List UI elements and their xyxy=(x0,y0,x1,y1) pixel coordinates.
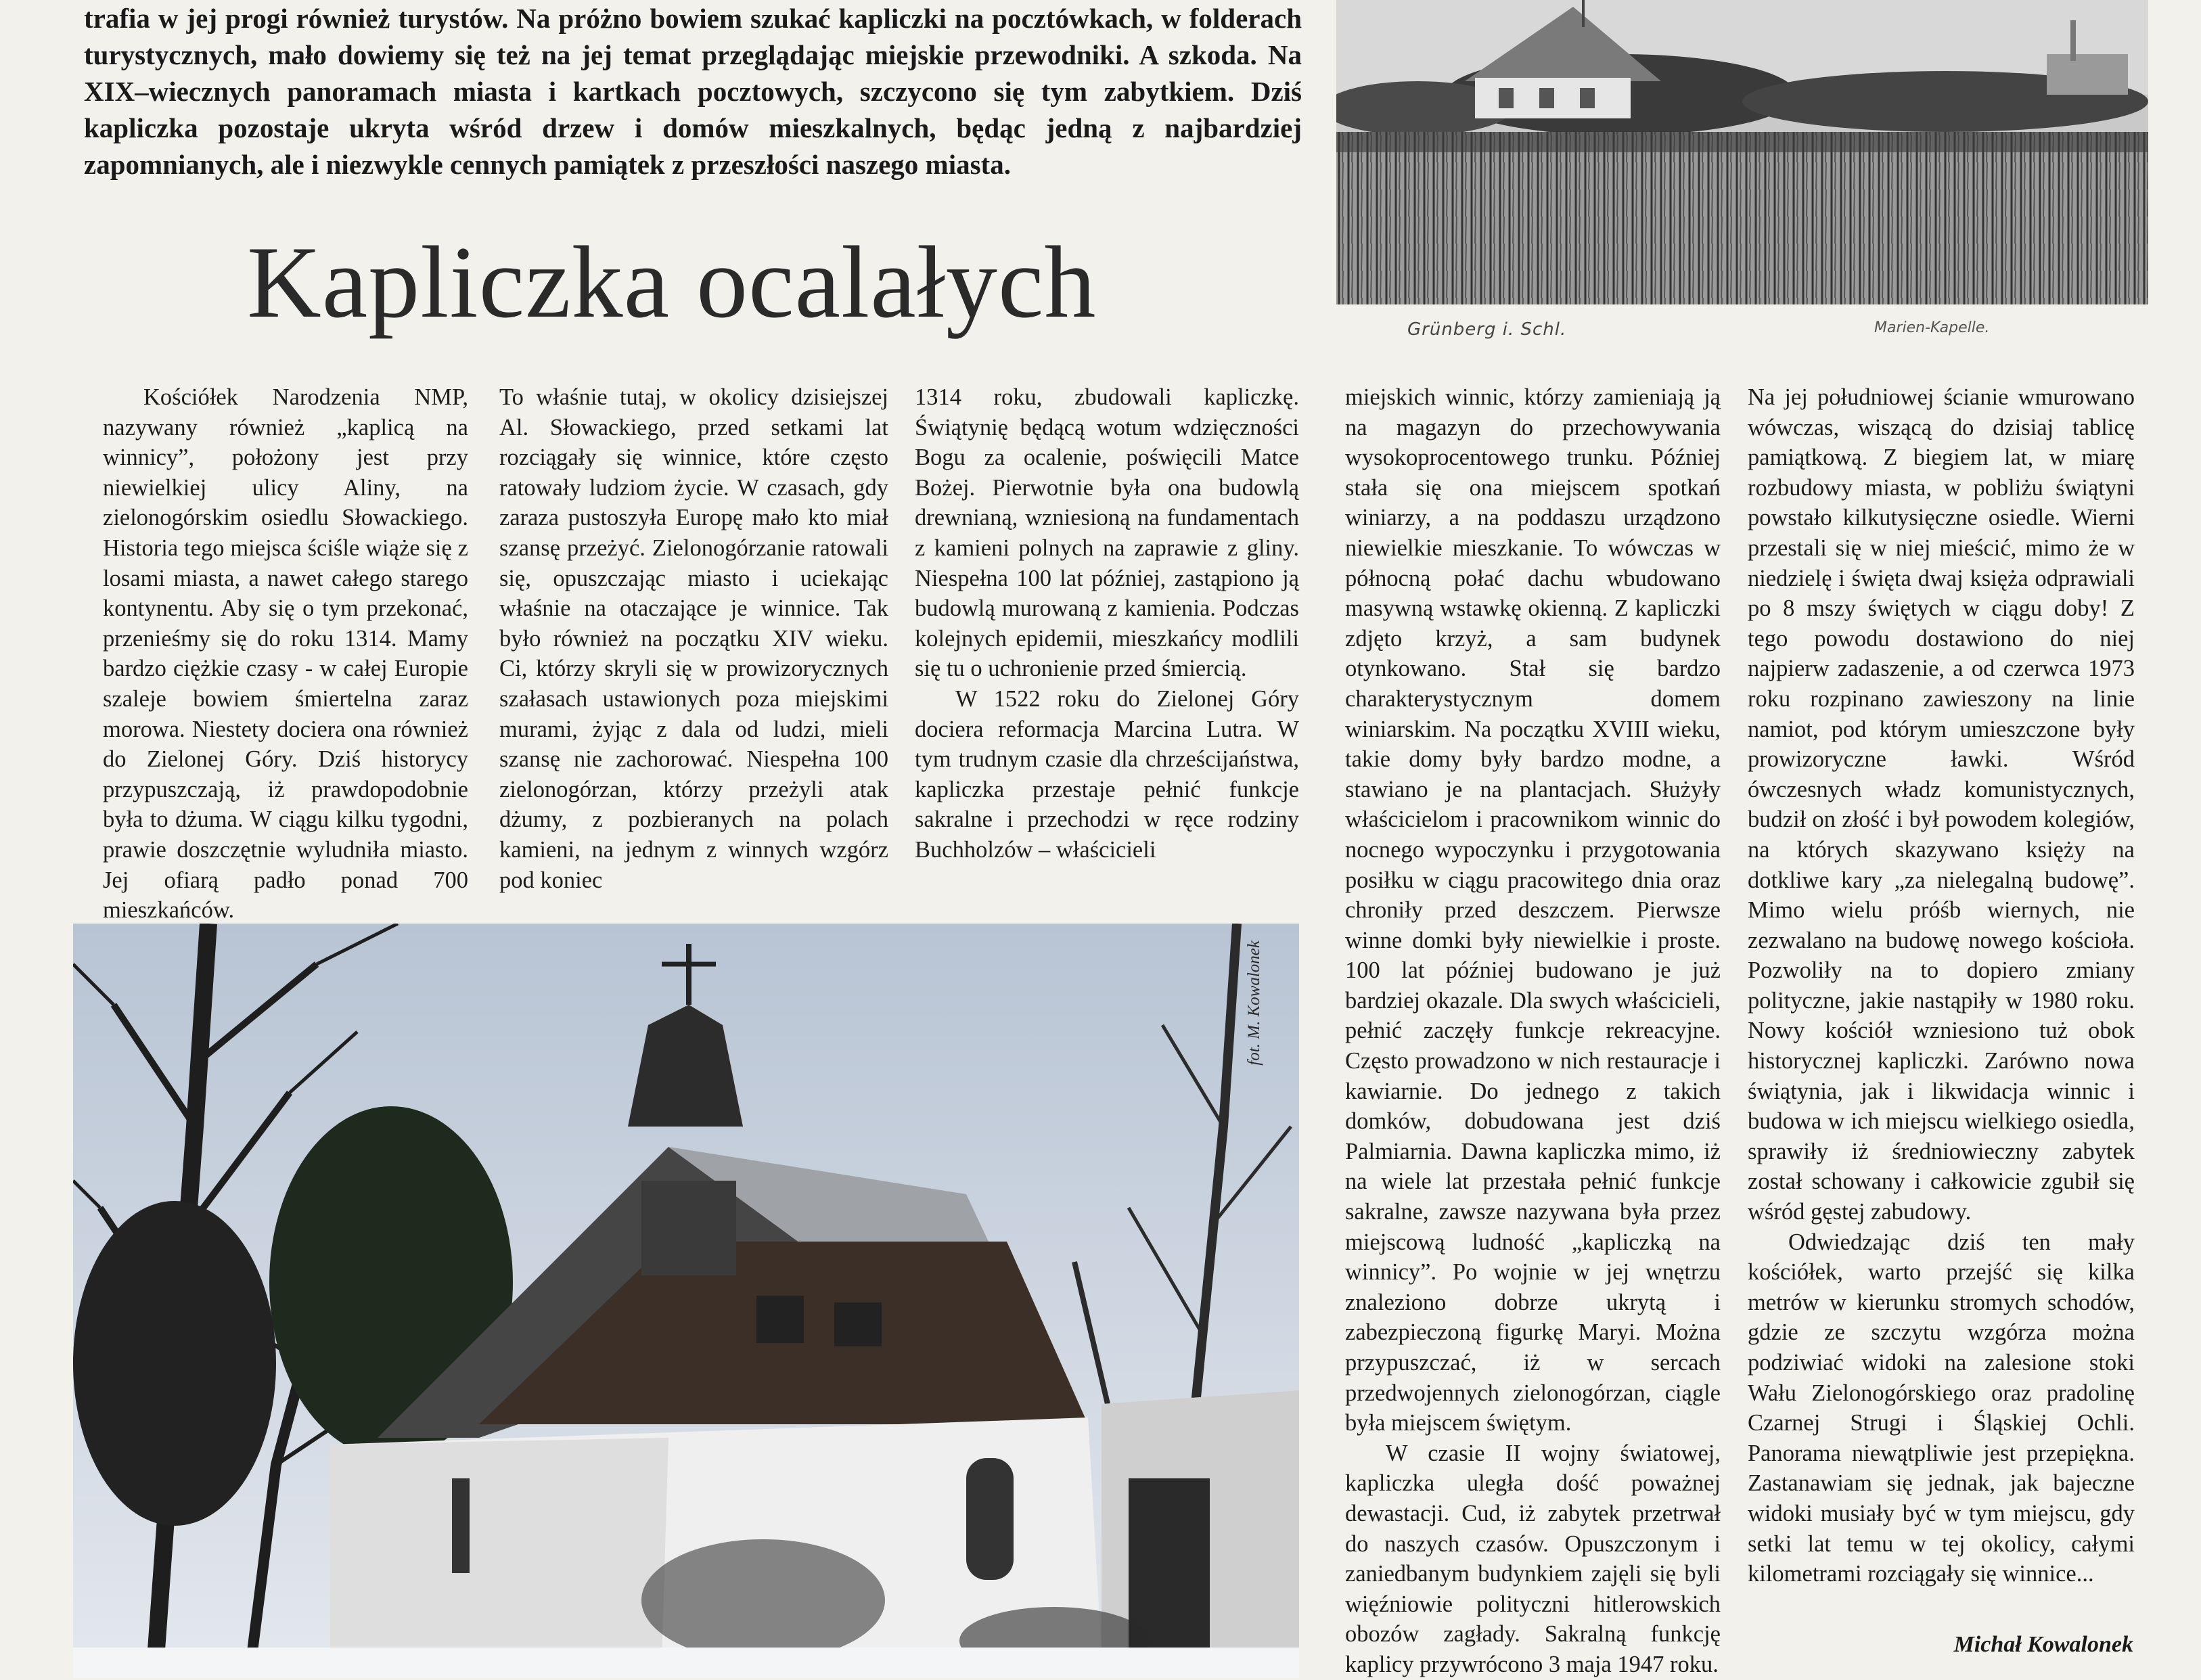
paragraph: Na jej południowej ścianie wmurowano wówczas, wiszącą do dzisiaj tablicę pamiątkową. Z biegiem lat, w miarę rozbudowy miasta, w pobliżu świątyni powstało kilkutysięczne osiedle. Wierni przestali się w niej mieścić, mimo że w niedzielę i święta dwaj księża odprawiali po 8 mszy świętych w ciągu doby! Z tego powodu dostawiono do niej najpierw zadaszenie, a od czerwca 1973 roku rozpinano zawieszony na linie namiot, pod którym umieszczone były prowizoryczne ławki. Wśród ówczesnych władz komunistycznych, budził on złość i był powodem kolegiów, na których skazywano księży na dotkliwe kary „za nielegalną budowę”. Mimo wielu próśb wiernych, nie zezwalano na budowę nowego kościoła. Pozwoliły na to dopiero zmiany polityczne, jakie nastąpiły w 1980 roku. Nowy kościół wzniesiono tuż obok historycznej kapliczki. Zarówno nowa świątynia, jak i likwidacja winnic i budowa w ich miejscu wielkiego osiedla, sprawiły iż średniowieczny zabytek został schowany i całkowicie zgubił się wśród gęstej zabudowy. xyxy=(1748,384,2135,1225)
photo-credit: fot. M. Kowalonek xyxy=(1245,940,1263,1066)
postcard-caption-left: Grünberg i. Schl. xyxy=(1407,319,1567,340)
paragraph: W czasie II wojny światowej, kapliczka uległa dość poważnej dewastacji. Cud, iż zabytek przetrwał do naszych czasów. Opuszczonym i zaniedbanym budynkiem zajęli się byli więźniowie polityczni hitlerowskich obozów zagłady. Sakralną funkcję kaplicy przywrócono 3 maja 1947 roku. xyxy=(1345,1440,1721,1677)
article-column-5 xyxy=(1748,382,2135,1589)
paragraph: Odwiedzając dziś ten mały kościółek, warto przejść się kilka metrów w kierunku stromych schodów, gdzie ze szczytu wzgórza można podziwiać widoki na zalesione stoki Wału Zielonogórskiego oraz pradolinę Czarnej Strugi i Śląskiej Ochli. Panorama niewątpliwie jest przepiękna. Zastanawiam się jednak, jak bajeczne widoki musiały być w tym miejscu, gdy setki lat temu w tej okolicy, całymi kilometrami rozciągały się winnice... xyxy=(1748,1229,2135,1587)
postcard-image xyxy=(1336,0,2148,304)
article-lead xyxy=(84,0,1302,183)
historic-postcard-photo xyxy=(1336,0,2148,304)
article-column-4 xyxy=(1345,382,1721,1680)
chapel-image xyxy=(73,924,1299,1678)
article-column-2 xyxy=(499,382,888,895)
article-column-1 xyxy=(103,382,468,926)
paragraph: To właśnie tutaj, w okolicy dzisiejszej Al. Słowackiego, przed setkami lat rozciągały się winnice, które często ratowały ludziom życie. W czasach, gdy zaraza pustoszyła Europę mało kto miał szansę przeżyć. Zielonogórzanie ratowali się, opuszczając miasto i uciekając właśnie na otaczające je winnice. Tak było również na początku XIV wieku. Ci, którzy skryli się w prowizorycznych szałasach ustawionych poza miejskimi murami, żyjąc z dala od ludzi, mieli szansę nie zachorować. Niespełna 100 zielonogórzan, którzy przeżyli atak dżumy, z pozbieranych na polach kamieni, na jednym z winnych wzgórz pod koniec xyxy=(499,384,888,893)
paragraph: W 1522 roku do Zielonej Góry dociera reformacja Marcina Lutra. W tym trudnym czasie dla chrześcijaństwa, kapliczka przestaje pełnić funkcje sakralne i przechodzi w ręce rodziny Buchholzów – właścicieli xyxy=(915,685,1299,863)
article-headline: Kapliczka ocalałych xyxy=(247,225,1097,339)
article-lead-text: trafia w jej progi również turystów. Na próżno bowiem szukać kapliczki na pocztówkach, w folderach turystycznych, mało dowiemy się też na jej temat przeglądając miejskie przewodniki. A szkoda. Na XIX–wiecznych panoramach miasta i kartkach pocztowych, szczycono się tym zabytkiem. Dziś kapliczka pozostaje ukryta wśród drzew i domów mieszkalnych, będąc jedną z najbardziej zapomnianych, ale i niezwykle cennych pamiątek z przeszłości naszego miasta. xyxy=(84,3,1302,180)
postcard-caption-right: Marien-Kapelle. xyxy=(1874,319,1990,336)
paragraph: Kościółek Narodzenia NMP, nazywany również „kaplicą na winnicy”, położony jest przy niewielkiej ulicy Aliny, na zielonogórskim osiedlu Słowackiego. Historia tego miejsca ściśle wiąże się z losami miasta, a nawet całego starego kontynentu. Aby się o tym przekonać, przenieśmy się do roku 1314. Mamy bardzo ciężkie czasy - w całej Europie szaleje bowiem śmiertelna zaraz morowa. Niestety dociera ona również do Zielonej Góry. Dziś historycy przypuszczają, iż prawdopodobnie była to dżuma. W ciągu kilku tygodni, prawie doszczętnie wyludniła miasto. Jej ofiarą padło ponad 700 mieszkańców. xyxy=(103,384,468,924)
chapel-photo xyxy=(73,924,1299,1678)
paragraph: 1314 roku, zbudowali kapliczkę. Świątynię będącą wotum wdzięczności Bogu za ocalenie, poświęcili Matce Bożej. Pierwotnie była ona budowlą drewnianą, wzniesioną na fundamentach z kamieni polnych na zaprawie z gliny. Niespełna 100 lat później, zastąpiono ją budowlą murowaną z kamienia. Podczas kolejnych epidemii, mieszkańcy modlili się tu o uchronienie przed śmiercią. xyxy=(915,384,1299,682)
paragraph: miejskich winnic, którzy zamieniają ją na magazyn do przechowywania wysokoprocentowego trunku. Później stała się ona miejscem spotkań winiarzy, a na poddaszu urządzono niewielkie mieszkanie. To wówczas w północną połać dachu wbudowano masywną wstawkę okienną. Z kapliczki zdjęto krzyż, a sam budynek otynkowano. Stał się bardzo charakterystycznym domem winiarskim. Na początku XVIII wieku, takie domy były bardzo modne, a stawiano je na plantacjach. Służyły właścicielom i pracownikom winnic do nocnego wypoczynku i przygotowania posiłku w ciągu pracowitego dnia oraz chroniły przed deszczem. Pierwsze winne domki były niewielkie i proste. 100 lat później budowano je już bardziej okazale. Dla swych właścicieli, pełnić zaczęły funkcje rekreacyjne. Często prowadzono w nich restauracje i kawiarnie. Do jednego z takich domków, dobudowana jest dziś Palmiarnia. Dawna kapliczka mimo, iż na wiele lat przestała pełnić funkcje sakralne, zawsze nazywana była przez miejscową ludność „kapliczką na winnicy”. Po wojnie w jej wnętrzu znaleziono dobrze ukrytą i zabezpieczoną figurkę Maryi. Można przypuszczać, iż w sercach przedwojennych zielonogórzan, ciągle była miejscem świętym. xyxy=(1345,384,1721,1436)
author-byline: Michał Kowalonek xyxy=(1953,1632,2133,1657)
article-column-3 xyxy=(915,382,1299,865)
